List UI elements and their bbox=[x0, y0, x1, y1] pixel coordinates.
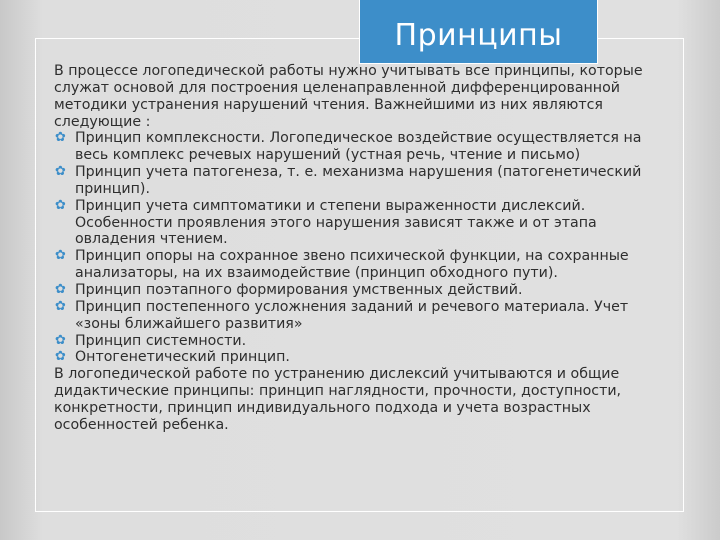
list-item bbox=[54, 248, 674, 282]
flower-bullet-icon: ✿ bbox=[55, 130, 66, 146]
flower-bullet-icon: ✿ bbox=[55, 164, 66, 180]
flower-bullet-icon: ✿ bbox=[55, 349, 66, 365]
flower-bullet-icon: ✿ bbox=[55, 197, 66, 213]
principle-text: Принцип постепенного усложнения заданий и речевого материала. Учет «зоны ближайшего развития» bbox=[75, 298, 629, 332]
principle-text: Принцип учета симптоматики и степени выраженности дислексий. Особенности проявления этого нарушения зависят также и от этапа овладения чтением. bbox=[75, 197, 597, 248]
list-item bbox=[54, 349, 674, 366]
conclusion-paragraph: В логопедической работе по устранению дислексий учитываются и общие дидактические принципы: принцип наглядности, прочности, доступности, конкретности, принцип индивидуального подхода и учета возрастных особенностей ребенка. bbox=[54, 366, 622, 433]
principles-list bbox=[54, 130, 674, 366]
slide-body bbox=[54, 63, 674, 434]
list-item bbox=[54, 198, 674, 249]
flower-bullet-icon: ✿ bbox=[55, 332, 66, 348]
flower-bullet-icon: ✿ bbox=[55, 248, 66, 264]
principle-text: Принцип поэтапного формирования умственных действий. bbox=[75, 281, 523, 298]
principle-text: Принцип комплексности. Логопедическое воздействие осуществляется на весь комплекс речевых нарушений (устная речь, чтение и письмо) bbox=[75, 130, 642, 164]
principle-text: Принцип опоры на сохранное звено психической функции, на сохранные анализаторы, на их взаимодействие (принцип обходного пути). bbox=[75, 248, 629, 282]
principle-text: Принцип учета патогенеза, т. е. механизма нарушения (патогенетический принцип). bbox=[75, 164, 642, 197]
flower-bullet-icon: ✿ bbox=[55, 298, 66, 314]
slide-title: Принципы bbox=[394, 18, 563, 53]
list-item bbox=[54, 130, 674, 164]
title-box bbox=[359, 0, 598, 64]
principle-text: Принцип системности. bbox=[75, 332, 247, 349]
list-item bbox=[54, 333, 674, 350]
flower-bullet-icon: ✿ bbox=[55, 281, 66, 297]
intro-paragraph: В процессе логопедической работы нужно учитывать все принципы, которые служат основой для построения целенаправленной дифференцированной методики устранения нарушений чтения. Важнейшими из них являются следующие : bbox=[54, 63, 643, 130]
list-item bbox=[54, 282, 674, 299]
principle-text: Онтогенетический принцип. bbox=[75, 349, 290, 366]
list-item bbox=[54, 164, 674, 198]
list-item bbox=[54, 299, 674, 333]
